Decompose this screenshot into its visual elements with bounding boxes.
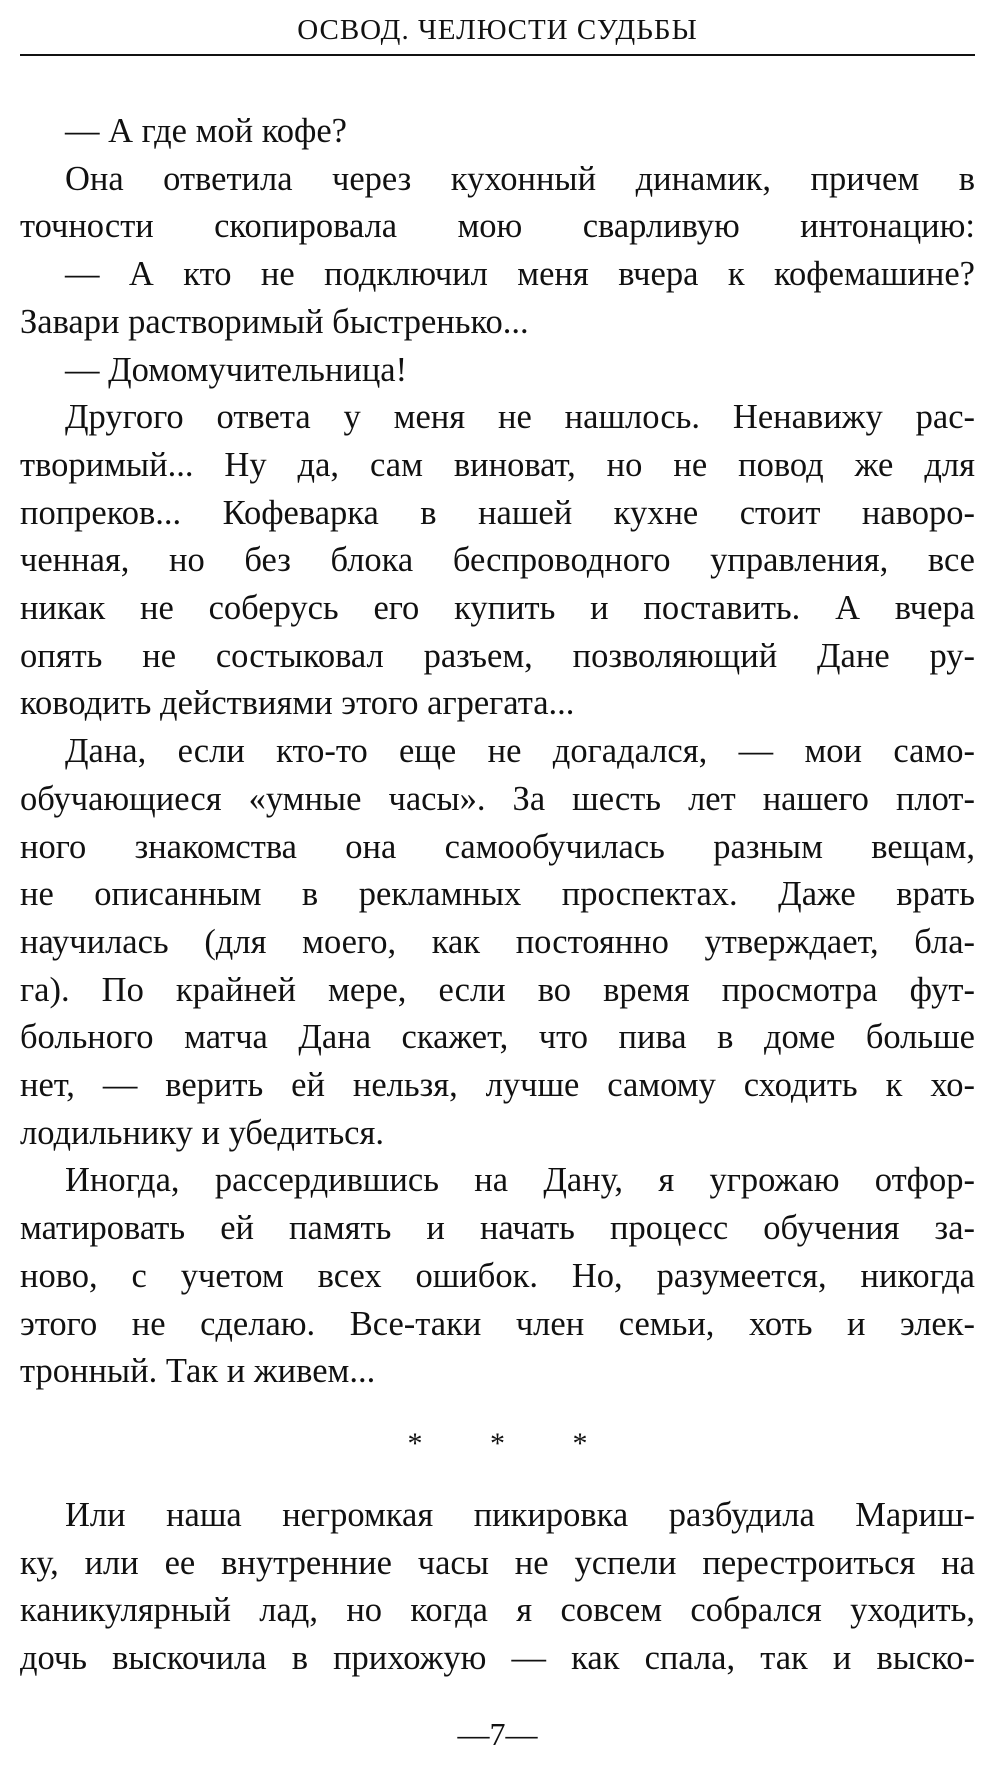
paragraph <box>20 347 975 395</box>
text-line: тронный. Так и живем... <box>20 1352 376 1391</box>
text-line: ководить действиями этого агрегата... <box>20 684 575 723</box>
running-head: ОСВОД. ЧЕЛЮСТИ СУДЬБЫ <box>297 14 698 46</box>
text-line: ново, с учетом всех ошибок. Но, разумеется, никогда <box>20 1256 975 1295</box>
text-line: ку, или ее внутренние часы не успели перестроиться на <box>20 1543 975 1582</box>
page-number: —7— <box>457 1716 538 1752</box>
text-line: Она ответила через кухонный динамик, причем в <box>65 159 975 198</box>
text-line: нет, — верить ей нельзя, лучше самому сходить к хо- <box>20 1066 975 1105</box>
text-line: Другого ответа у меня не нашлось. Ненавижу рас- <box>65 398 975 437</box>
paragraph <box>20 156 975 251</box>
text-line: не описанным в рекламных проспектах. Даже врать <box>20 875 975 914</box>
paragraph <box>20 394 975 728</box>
text-line: опять не состыковал разъем, позволяющий Дане ру- <box>20 636 975 675</box>
text-line: дочь выскочила в прихожую — как спала, так и выско- <box>20 1639 975 1678</box>
text-line: га). По крайней мере, если во время просмотра фут- <box>20 970 975 1009</box>
paragraph <box>20 1492 975 1683</box>
text-line: больного матча Дана скажет, что пива в доме больше <box>20 1018 975 1057</box>
page-body <box>20 108 975 1683</box>
text-line: лодильнику и убедиться. <box>20 1113 384 1152</box>
section-separator: * * * <box>407 1426 618 1460</box>
text-line: Дана, если кто-то еще не догадался, — мои само- <box>65 732 975 771</box>
text-line: обучающиеся «умные часы». За шесть лет нашего плот- <box>20 779 975 818</box>
text-line: Завари растворимый быстренько... <box>20 302 529 341</box>
text-line: — А кто не подключил меня вчера к кофемашине? <box>65 255 975 294</box>
text-line: Или наша негромкая пикировка разбудила Мариш- <box>65 1495 975 1534</box>
text-line: этого не сделаю. Все-таки член семьи, хоть и элек- <box>20 1304 975 1343</box>
text-line: каникулярный лад, но когда я совсем собрался уходить, <box>20 1591 975 1630</box>
paragraph <box>20 728 975 1157</box>
text-line: ченная, но без блока беспроводного управления, все <box>20 541 975 580</box>
text-line: — Домомучительница! <box>65 350 408 389</box>
text-line: — А где мой кофе? <box>65 112 347 150</box>
text-line: ного знакомства она самообучилась разным вещам, <box>20 827 975 866</box>
text-line: Иногда, рассердившись на Дану, я угрожаю отфор- <box>65 1161 975 1200</box>
text-line: попреков... Кофеварка в нашей кухне стоит наворо- <box>20 493 975 532</box>
paragraph <box>20 108 975 156</box>
paragraph <box>20 1157 975 1396</box>
text-line: никак не соберусь его купить и поставить. А вчера <box>20 589 975 628</box>
text-line: матировать ей память и начать процесс обучения за- <box>20 1209 975 1248</box>
header-rule <box>20 54 975 56</box>
text-line: творимый... Ну да, сам виноват, но не повод же для <box>20 445 975 484</box>
text-line: научилась (для моего, как постоянно утверждает, бла- <box>20 922 975 961</box>
text-line: точности скопировала мою сварливую интонацию: <box>20 207 975 246</box>
paragraph <box>20 251 975 346</box>
